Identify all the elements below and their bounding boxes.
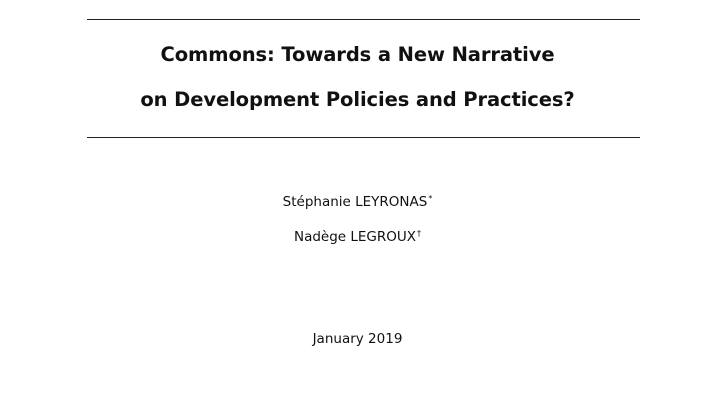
paper-title-line-1: Commons: Towards a New Narrative bbox=[160, 43, 555, 66]
paper-title-line-2: on Development Policies and Practices? bbox=[140, 88, 575, 111]
author-1-name: Stéphanie LEYRONAS bbox=[282, 194, 428, 210]
author-2-name: Nadège LEGROUX bbox=[293, 229, 417, 245]
top-rule bbox=[87, 19, 640, 20]
bottom-rule bbox=[87, 137, 640, 138]
author-1-footnote-mark: * bbox=[428, 193, 433, 203]
author-2 bbox=[0, 228, 715, 246]
publication-date: January 2019 bbox=[312, 331, 403, 347]
author-1 bbox=[0, 193, 715, 211]
author-2-footnote-mark: † bbox=[417, 228, 422, 238]
